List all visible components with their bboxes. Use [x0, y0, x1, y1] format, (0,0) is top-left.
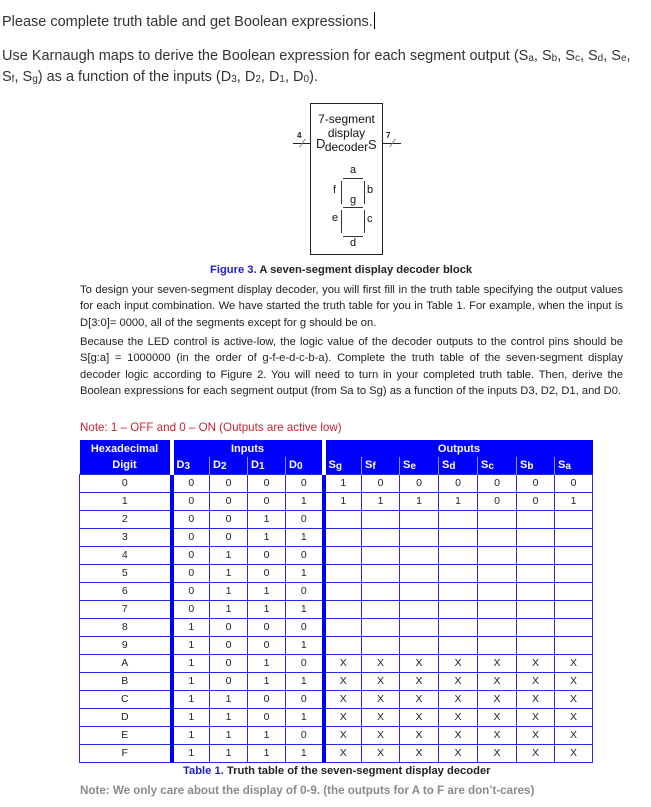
output-cell-sc[interactable] [478, 510, 517, 528]
output-cell-sg[interactable]: 1 [324, 492, 362, 510]
input-label: $D_1$ [268, 69, 285, 85]
input-cell-d3: 1 [172, 726, 210, 744]
output-cell-sa[interactable]: X [555, 708, 593, 726]
dont-care-note: Note: We only care about the display of 0-9. (the outputs for A to F are don’t-cares) [80, 784, 535, 797]
output-cell-sf[interactable]: 0 [362, 474, 400, 492]
input-cell-d2: 0 [210, 618, 248, 636]
header-outputs: Outputs [324, 440, 593, 457]
input-cell-d0: 1 [286, 492, 324, 510]
output-cell-sb[interactable] [517, 564, 555, 582]
output-cell-sf[interactable] [362, 636, 400, 654]
output-cell-sc[interactable]: X [478, 708, 517, 726]
header-digit: Hexadecimal [80, 440, 172, 457]
decoder-block [310, 103, 383, 255]
input-cell-d2: 1 [210, 582, 248, 600]
input-cell-d0: 1 [286, 600, 324, 618]
output-cell-se[interactable]: X [400, 726, 439, 744]
input-cell-d3: 0 [172, 510, 210, 528]
output-cell-sb[interactable] [517, 546, 555, 564]
input-cell-d1: 1 [248, 510, 286, 528]
output-cell-sa[interactable] [555, 528, 593, 546]
table-row [80, 564, 593, 582]
column-header-sd: $S_d$ [439, 457, 478, 474]
input-cell-d3: 0 [172, 492, 210, 510]
input-label: $D_0$ [293, 69, 310, 85]
output-cell-sd[interactable]: X [439, 672, 478, 690]
input-cell-d3: 1 [172, 618, 210, 636]
input-cell-d1: 0 [248, 708, 286, 726]
output-cell-sf[interactable] [362, 510, 400, 528]
output-cell-sd[interactable] [439, 600, 478, 618]
output-cell-sf[interactable]: X [362, 690, 400, 708]
output-cell-se[interactable] [400, 528, 439, 546]
digit-cell: 8 [80, 618, 172, 636]
output-cell-sc[interactable]: X [478, 744, 517, 762]
output-cell-sg[interactable]: X [324, 726, 362, 744]
segment-f [341, 181, 342, 204]
output-cell-se[interactable] [400, 618, 439, 636]
output-cell-sa[interactable] [555, 564, 593, 582]
input-cell-d0: 0 [286, 474, 324, 492]
input-cell-d0: 1 [286, 528, 324, 546]
output-cell-se[interactable]: X [400, 672, 439, 690]
input-cell-d1: 0 [248, 636, 286, 654]
input-cell-d3: 0 [172, 600, 210, 618]
table-row [80, 726, 593, 744]
output-cell-sg[interactable]: X [324, 708, 362, 726]
output-width-label: 7 [386, 131, 391, 140]
output-cell-sf[interactable]: X [362, 672, 400, 690]
output-cell-se[interactable]: X [400, 708, 439, 726]
input-cell-d2: 0 [210, 492, 248, 510]
input-cell-d0: 0 [286, 726, 324, 744]
input-cell-d1: 1 [248, 600, 286, 618]
output-cell-sa[interactable] [555, 582, 593, 600]
input-cell-d2: 1 [210, 744, 248, 762]
segment-label-c: c [367, 213, 373, 225]
table-row [80, 690, 593, 708]
column-header-d0: $D_0$ [286, 457, 324, 474]
output-cell-se[interactable] [400, 564, 439, 582]
output-cell-sa[interactable]: X [555, 672, 593, 690]
segment-a [343, 178, 363, 179]
instruction-text: Use Karnaugh maps to derive the Boolean expression for each segment output ($S_a$, $S_b$, $S_c$, $S_d$, $S_e$, $S_f$, $S_g$) as a function of the inputs ($D_3$, $D_2$, $D_1$, $D_0$). [2, 48, 631, 85]
segment-label-g: g [350, 194, 357, 206]
paragraph-1: To design your seven-segment display decoder, you will first fill in the truth table specifying the output values for each input combination. We have started the truth table for you in Table 1. For example, when the input is D[3:0]= 0000, all of the segments except for g should be on. [80, 284, 623, 329]
output-cell-sa[interactable] [555, 546, 593, 564]
output-cell-sg[interactable] [324, 636, 362, 654]
segment-e [341, 210, 342, 233]
digit-cell: A [80, 654, 172, 672]
input-cell-d0: 0 [286, 510, 324, 528]
header-inputs: Inputs [172, 440, 324, 457]
input-cell-d1: 0 [248, 492, 286, 510]
input-cell-d0: 0 [286, 690, 324, 708]
output-cell-sg[interactable]: X [324, 690, 362, 708]
output-cell-sg[interactable]: X [324, 672, 362, 690]
digit-cell: 4 [80, 546, 172, 564]
input-cell-d3: 1 [172, 672, 210, 690]
output-cell-sa[interactable] [555, 636, 593, 654]
output-cell-sf[interactable] [362, 546, 400, 564]
output-cell-sd[interactable]: 0 [439, 474, 478, 492]
input-label: $D_2$ [244, 69, 261, 85]
output-cell-se[interactable]: X [400, 654, 439, 672]
output-cell-sf[interactable] [362, 618, 400, 636]
input-cell-d2: 0 [210, 474, 248, 492]
output-cell-sb[interactable] [517, 510, 555, 528]
active-low-note: Note: 1 – OFF and 0 – ON (Outputs are active low) [80, 421, 342, 434]
output-cell-sb[interactable] [517, 528, 555, 546]
input-cell-d0: 0 [286, 618, 324, 636]
output-port-label: S [368, 137, 377, 152]
output-cell-se[interactable] [400, 636, 439, 654]
input-width-label: 4 [297, 131, 302, 140]
output-cell-sb[interactable] [517, 636, 555, 654]
output-cell-sf[interactable] [362, 582, 400, 600]
table-row [80, 510, 593, 528]
question-text[interactable]: Please complete truth table and get Boolean expressions. [2, 14, 373, 30]
input-cell-d2: 1 [210, 726, 248, 744]
output-cell-sa[interactable]: 0 [555, 474, 593, 492]
input-cell-d0: 1 [286, 636, 324, 654]
input-cell-d3: 1 [172, 744, 210, 762]
output-cell-sc[interactable] [478, 546, 517, 564]
output-cell-sf[interactable] [362, 528, 400, 546]
digit-cell: 3 [80, 528, 172, 546]
table-row [80, 654, 593, 672]
output-cell-sd[interactable]: X [439, 690, 478, 708]
output-cell-sc[interactable] [478, 636, 517, 654]
digit-cell: E [80, 726, 172, 744]
segment-output-label: $S_b$ [541, 48, 558, 64]
output-cell-sc[interactable]: 0 [478, 492, 517, 510]
digit-cell: 0 [80, 474, 172, 492]
table-row [80, 492, 593, 510]
output-cell-sa[interactable]: X [555, 654, 593, 672]
output-cell-sf[interactable]: X [362, 726, 400, 744]
output-cell-sa[interactable]: 1 [555, 492, 593, 510]
table-row [80, 600, 593, 618]
input-port-label: D [316, 136, 326, 151]
output-cell-sd[interactable] [439, 510, 478, 528]
output-cell-sg[interactable] [324, 564, 362, 582]
input-cell-d0: 0 [286, 582, 324, 600]
output-cell-sc[interactable]: X [478, 690, 517, 708]
output-cell-sa[interactable] [555, 600, 593, 618]
output-cell-sd[interactable] [439, 636, 478, 654]
digit-cell: B [80, 672, 172, 690]
input-cell-d3: 0 [172, 528, 210, 546]
input-cell-d3: 1 [172, 654, 210, 672]
output-cell-sd[interactable]: X [439, 708, 478, 726]
column-header-d2: $D_2$ [210, 457, 248, 474]
table-row [80, 708, 593, 726]
output-cell-sd[interactable] [439, 582, 478, 600]
digit-cell: 1 [80, 492, 172, 510]
input-cell-d3: 0 [172, 474, 210, 492]
decoder-title: 7-segment display decoder [318, 112, 375, 154]
output-cell-sf[interactable] [362, 600, 400, 618]
input-cell-d1: 1 [248, 654, 286, 672]
output-cell-sa[interactable]: X [555, 726, 593, 744]
table-row [80, 618, 593, 636]
figure-caption: Figure 3. A seven-segment display decoder block [210, 264, 473, 276]
output-cell-sg[interactable] [324, 546, 362, 564]
segment-output-label: $S_c$ [565, 48, 580, 64]
table-row [80, 528, 593, 546]
output-cell-sc[interactable] [478, 618, 517, 636]
output-cell-sd[interactable] [439, 528, 478, 546]
table-row [80, 474, 593, 492]
text-cursor [374, 12, 375, 29]
input-cell-d0: 1 [286, 672, 324, 690]
output-cell-se[interactable]: X [400, 744, 439, 762]
output-cell-sc[interactable]: X [478, 726, 517, 744]
input-cell-d3: 0 [172, 546, 210, 564]
segment-output-label: $S_a$ [518, 48, 534, 64]
output-cell-se[interactable] [400, 582, 439, 600]
output-cell-sa[interactable] [555, 510, 593, 528]
input-cell-d1: 0 [248, 564, 286, 582]
input-cell-d1: 0 [248, 690, 286, 708]
input-cell-d2: 1 [210, 564, 248, 582]
output-cell-sd[interactable]: 1 [439, 492, 478, 510]
output-cell-sc[interactable]: X [478, 654, 517, 672]
column-header-d3: $D_3$ [172, 457, 210, 474]
output-cell-sb[interactable]: X [517, 672, 555, 690]
output-cell-sg[interactable] [324, 600, 362, 618]
output-cell-se[interactable] [400, 546, 439, 564]
input-cell-d1: 1 [248, 744, 286, 762]
input-cell-d3: 0 [172, 564, 210, 582]
segment-c [364, 210, 365, 233]
segment-output-label: $S_d$ [588, 48, 604, 64]
input-cell-d0: 1 [286, 744, 324, 762]
digit-cell: 2 [80, 510, 172, 528]
output-cell-sf[interactable]: 1 [362, 492, 400, 510]
column-header-sg: $S_g$ [324, 457, 362, 474]
input-cell-d1: 0 [248, 618, 286, 636]
input-cell-d1: 0 [248, 546, 286, 564]
segment-output-label: $S_e$ [611, 48, 627, 64]
segment-label-f: f [333, 184, 337, 196]
digit-cell: C [80, 690, 172, 708]
input-cell-d1: 0 [248, 474, 286, 492]
input-cell-d3: 0 [172, 582, 210, 600]
output-cell-sf[interactable]: X [362, 654, 400, 672]
output-cell-sg[interactable]: X [324, 654, 362, 672]
output-cell-sd[interactable]: X [439, 744, 478, 762]
segment-label-a: a [350, 164, 357, 176]
output-cell-se[interactable]: 1 [400, 492, 439, 510]
input-cell-d3: 1 [172, 636, 210, 654]
output-cell-sg[interactable] [324, 618, 362, 636]
input-cell-d3: 1 [172, 708, 210, 726]
segment-output-label: $S_f$ [2, 69, 15, 85]
output-cell-sd[interactable] [439, 564, 478, 582]
column-header-sa: $S_a$ [555, 457, 593, 474]
output-cell-sa[interactable]: X [555, 690, 593, 708]
table-row [80, 546, 593, 564]
output-cell-sb[interactable]: X [517, 708, 555, 726]
digit-cell: F [80, 744, 172, 762]
output-cell-se[interactable]: 0 [400, 474, 439, 492]
segment-output-label: $S_g$ [22, 69, 38, 85]
output-cell-sd[interactable] [439, 546, 478, 564]
column-header-d1: $D_1$ [248, 457, 286, 474]
output-cell-sb[interactable]: X [517, 744, 555, 762]
output-cell-sg[interactable]: 1 [324, 474, 362, 492]
table-row [80, 582, 593, 600]
output-cell-sa[interactable] [555, 618, 593, 636]
output-cell-sg[interactable]: X [324, 744, 362, 762]
output-cell-sg[interactable] [324, 582, 362, 600]
output-cell-sb[interactable] [517, 618, 555, 636]
column-header-sf: $S_f$ [362, 457, 400, 474]
input-cell-d2: 1 [210, 546, 248, 564]
input-cell-d2: 1 [210, 690, 248, 708]
output-cell-sa[interactable]: X [555, 744, 593, 762]
input-cell-d1: 1 [248, 528, 286, 546]
input-cell-d1: 1 [248, 726, 286, 744]
table-row [80, 672, 593, 690]
output-cell-sb[interactable]: 0 [517, 474, 555, 492]
output-cell-sc[interactable] [478, 528, 517, 546]
output-cell-sd[interactable]: X [439, 654, 478, 672]
output-cell-se[interactable] [400, 510, 439, 528]
digit-cell: 5 [80, 564, 172, 582]
output-cell-sg[interactable] [324, 528, 362, 546]
digit-cell: 6 [80, 582, 172, 600]
segment-g [343, 207, 363, 208]
column-header-sb: $S_b$ [517, 457, 555, 474]
input-cell-d3: 1 [172, 690, 210, 708]
input-label: $D_3$ [220, 69, 237, 85]
input-cell-d2: 1 [210, 600, 248, 618]
input-cell-d1: 1 [248, 672, 286, 690]
input-cell-d0: 1 [286, 708, 324, 726]
digit-cell: D [80, 708, 172, 726]
segment-label-e: e [332, 212, 339, 224]
table-row [80, 636, 593, 654]
segment-label-b: b [367, 184, 374, 196]
segment-label-d: d [350, 237, 357, 249]
digit-cell: 9 [80, 636, 172, 654]
input-cell-d0: 0 [286, 546, 324, 564]
truth-table [79, 440, 593, 763]
output-cell-sb[interactable]: X [517, 726, 555, 744]
input-cell-d2: 0 [210, 510, 248, 528]
paragraph-2: Because the LED control is active-low, the logic value of the decoder outputs to the control pins should be S[g:a] = 1000000 (in the order of g-f-e-d-c-b-a). Complete the truth table of the seven-segment display decoder logic according to Figure 2. You will need to turn in your completed truth table. Then, derive the Boolean expressions for each segment output (from Sa to Sg) as a function of the inputs D3, D2, D1, and D0. [80, 336, 623, 397]
output-cell-se[interactable] [400, 600, 439, 618]
output-cell-sc[interactable]: 0 [478, 474, 517, 492]
output-cell-sb[interactable] [517, 582, 555, 600]
column-header-se: $S_e$ [400, 457, 439, 474]
output-cell-sb[interactable]: X [517, 654, 555, 672]
output-cell-sf[interactable] [362, 564, 400, 582]
segment-b [364, 181, 365, 204]
column-header-sc: $S_c$ [478, 457, 517, 474]
output-cell-sc[interactable] [478, 600, 517, 618]
output-cell-sb[interactable] [517, 600, 555, 618]
table-caption: Table 1. Truth table of the seven-segment display decoder [183, 765, 491, 777]
table-row [80, 744, 593, 762]
output-cell-sd[interactable]: X [439, 726, 478, 744]
output-cell-sf[interactable]: X [362, 708, 400, 726]
output-cell-sg[interactable] [324, 510, 362, 528]
input-cell-d2: 0 [210, 654, 248, 672]
output-cell-sb[interactable]: 0 [517, 492, 555, 510]
digit-cell: 7 [80, 600, 172, 618]
input-cell-d0: 0 [286, 654, 324, 672]
output-cell-se[interactable]: X [400, 690, 439, 708]
output-cell-sc[interactable]: X [478, 672, 517, 690]
output-cell-sc[interactable] [478, 582, 517, 600]
input-cell-d2: 1 [210, 708, 248, 726]
output-cell-sb[interactable]: X [517, 690, 555, 708]
output-cell-sc[interactable] [478, 564, 517, 582]
output-cell-sf[interactable]: X [362, 744, 400, 762]
input-cell-d2: 0 [210, 528, 248, 546]
input-cell-d2: 0 [210, 636, 248, 654]
input-cell-d1: 1 [248, 582, 286, 600]
output-cell-sd[interactable] [439, 618, 478, 636]
input-cell-d2: 0 [210, 672, 248, 690]
header-digit-2: Digit [80, 457, 172, 474]
input-cell-d0: 1 [286, 564, 324, 582]
